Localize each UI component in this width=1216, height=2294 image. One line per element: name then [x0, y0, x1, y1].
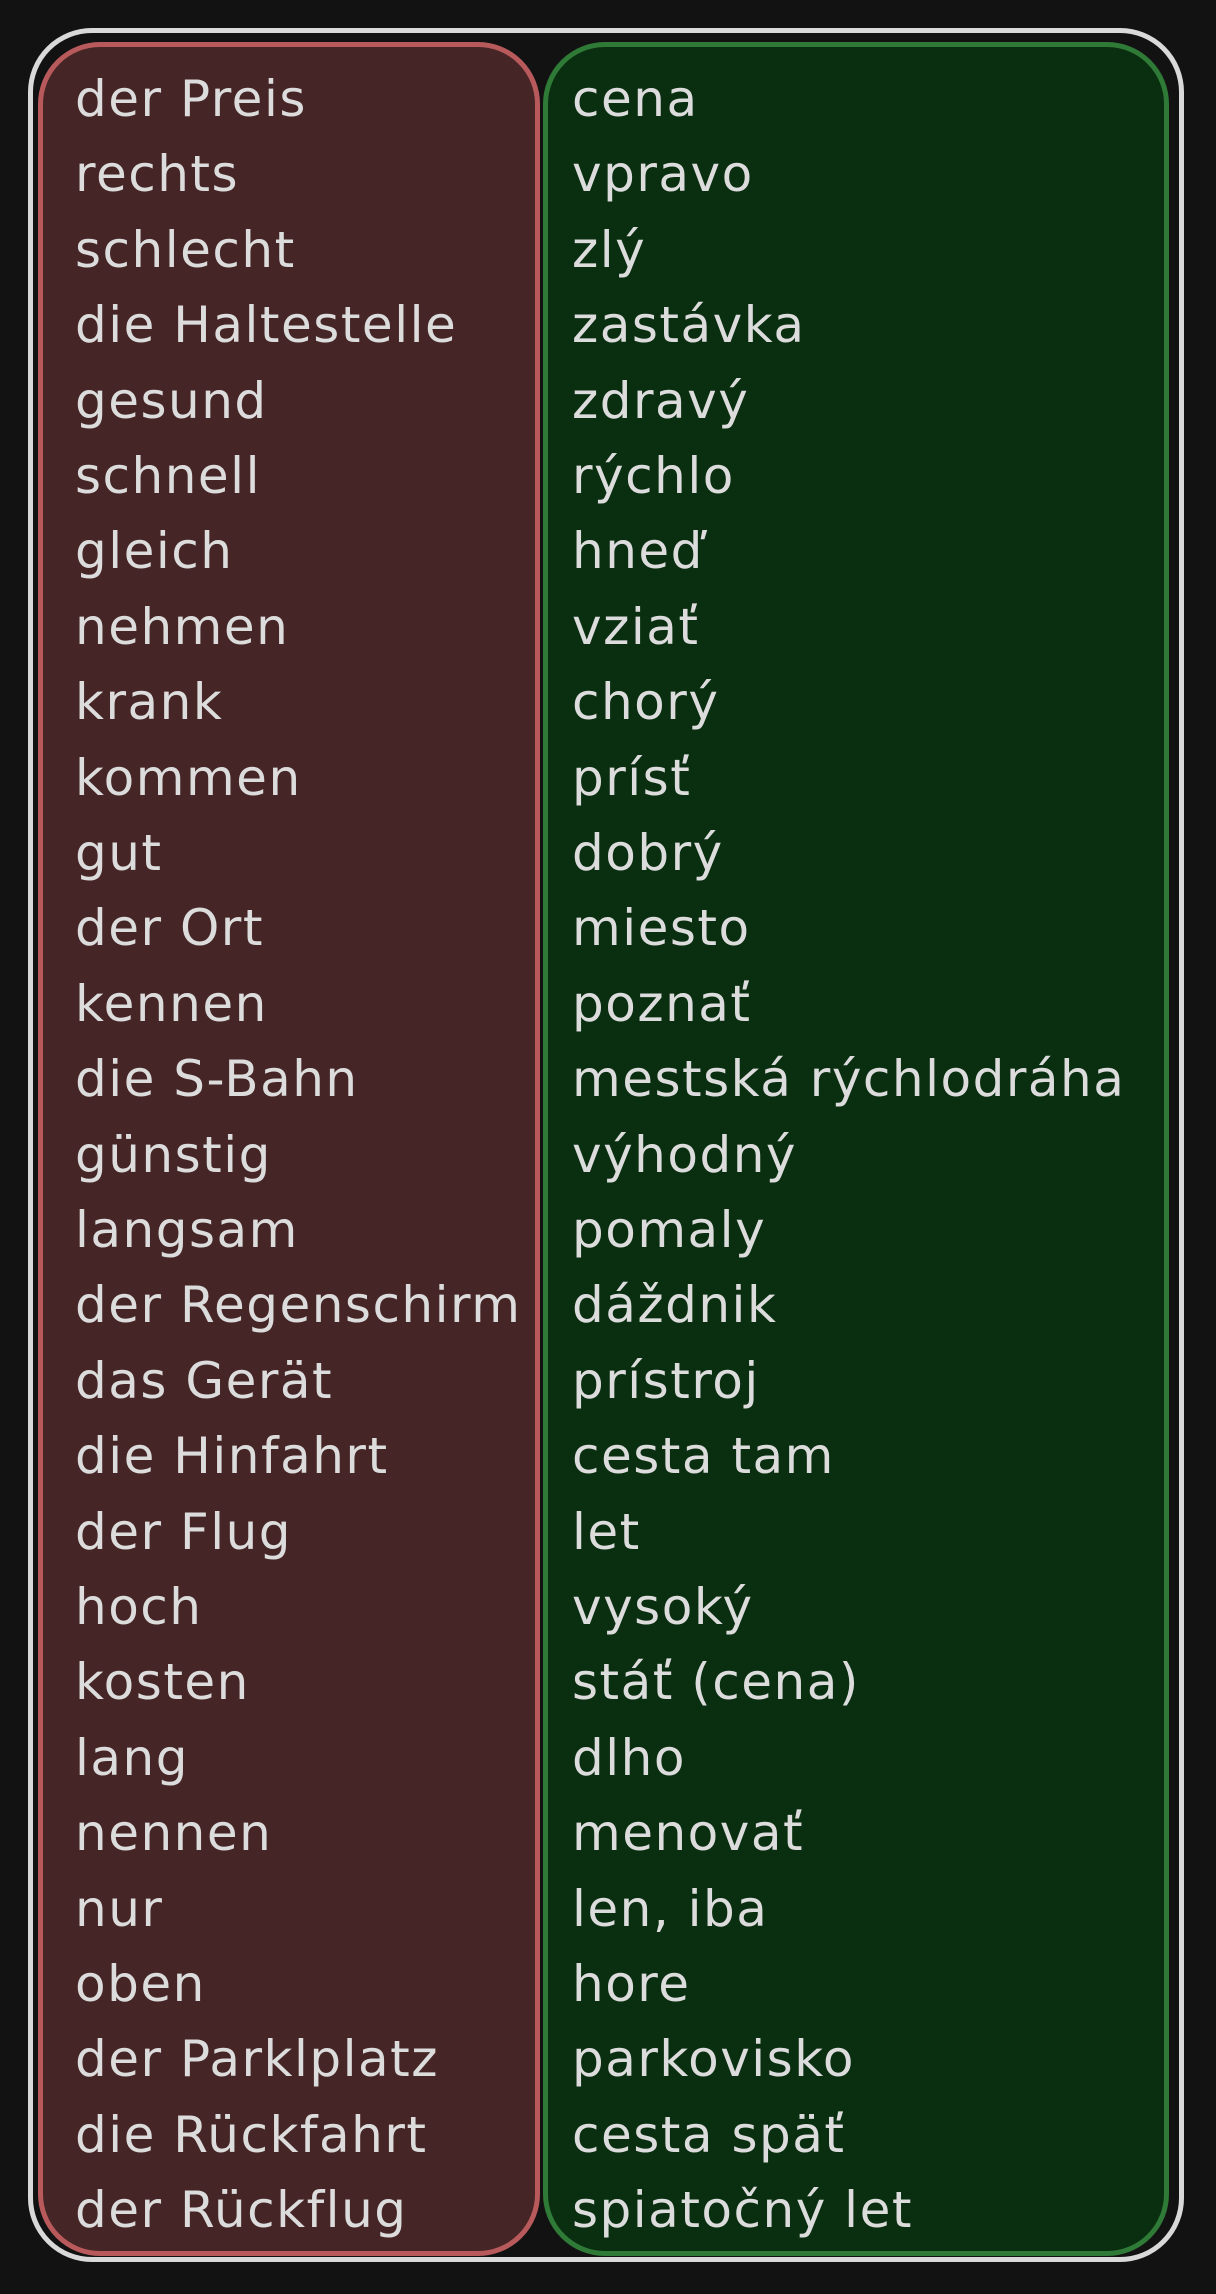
german-word: der Regenschirm [75, 1276, 522, 1335]
slovak-word: dáždnik [572, 1276, 778, 1335]
slovak-word: prístroj [572, 1351, 760, 1410]
german-word: der Ort [75, 899, 264, 958]
slovak-word: vysoký [572, 1578, 754, 1636]
slovak-word: stáť (cena) [572, 1653, 860, 1712]
slovak-word: vziať [572, 597, 700, 656]
slovak-word: prísť [572, 748, 692, 807]
german-word: gesund [75, 371, 268, 430]
slovak-word: len, iba [572, 1879, 769, 1938]
german-word: kosten [75, 1653, 250, 1712]
german-word: oben [75, 1955, 206, 2013]
german-word: der Rückflug [75, 2181, 408, 2240]
german-word: günstig [75, 1125, 272, 1184]
german-word: das Gerät [75, 1351, 334, 1410]
slovak-word: pomaly [572, 1201, 767, 1259]
slovak-word: cesta späť [572, 2105, 846, 2164]
german-word: die S-Bahn [75, 1050, 359, 1109]
slovak-word: poznať [572, 974, 752, 1033]
german-word: der Parklplatz [75, 2030, 440, 2089]
german-word: nennen [75, 1804, 273, 1863]
slovak-word: zdravý [572, 371, 750, 430]
slovak-word: miesto [572, 899, 751, 958]
german-word: kennen [75, 974, 268, 1033]
german-column [38, 42, 540, 2256]
slovak-word: vpravo [572, 145, 754, 204]
slovak-word: hore [572, 1955, 691, 2013]
slovak-word: cena [572, 70, 699, 128]
slovak-word: let [572, 1502, 641, 1561]
german-word: der Flug [75, 1502, 293, 1561]
german-word: krank [75, 673, 224, 732]
slovak-word: chorý [572, 673, 720, 732]
german-word: die Haltestelle [75, 296, 458, 355]
slovak-column [543, 42, 1169, 2256]
german-word: langsam [75, 1201, 299, 1259]
german-word: kommen [75, 748, 302, 807]
german-word: lang [75, 1728, 189, 1787]
german-word: rechts [75, 145, 240, 204]
slovak-word: menovať [572, 1804, 805, 1863]
slovak-word: dobrý [572, 824, 724, 882]
german-word: nehmen [75, 597, 290, 656]
german-word: schlecht [75, 220, 296, 279]
german-word: die Hinfahrt [75, 1427, 389, 1486]
slovak-word: parkovisko [572, 2030, 855, 2089]
slovak-word: rýchlo [572, 447, 735, 505]
german-word: schnell [75, 447, 261, 505]
slovak-word: výhodný [572, 1125, 797, 1184]
german-word: gut [75, 824, 163, 882]
german-word: hoch [75, 1578, 203, 1636]
german-word: nur [75, 1879, 164, 1938]
slovak-word: hneď [572, 522, 704, 581]
german-word: die Rückfahrt [75, 2105, 428, 2164]
slovak-word: dlho [572, 1728, 686, 1787]
slovak-word: spiatočný let [572, 2181, 913, 2240]
german-word: gleich [75, 522, 234, 581]
slovak-word: zastávka [572, 296, 806, 355]
german-word: der Preis [75, 70, 307, 128]
slovak-word: zlý [572, 220, 647, 279]
slovak-word: mestská rýchlodráha [572, 1050, 1126, 1109]
slovak-word: cesta tam [572, 1427, 835, 1486]
